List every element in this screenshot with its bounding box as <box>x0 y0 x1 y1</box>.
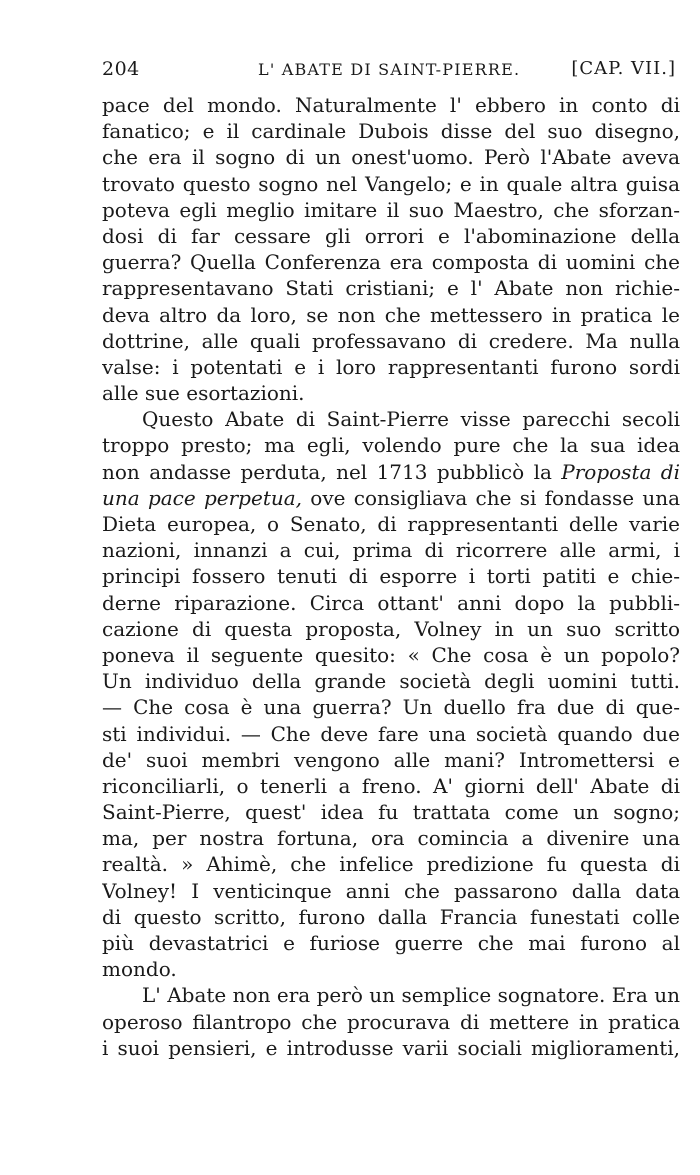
page-number: 204 <box>102 58 140 80</box>
text-line: guerra? Quella Conferenza era composta di uomini che <box>102 250 680 275</box>
text-line: alle sue esortazioni. <box>102 381 305 406</box>
text-line: operoso filantropo che procurava di mettere in pratica <box>102 1009 680 1034</box>
text-fragment: ove consigliava che si fondasse una <box>310 485 680 510</box>
text-line-with-title <box>102 459 680 485</box>
text-line: poteva egli meglio imitare il suo Maestro, che sforzan- <box>102 197 680 222</box>
text-line: dosi di far cessare gli orrori e l'abominazione della <box>102 223 680 248</box>
text-line: ma, per nostra fortuna, ora comincia a divenire una <box>102 826 680 851</box>
text-line: pace del mondo. Naturalmente l' ebbero in conto di <box>102 93 680 117</box>
running-head <box>102 58 680 90</box>
paragraph-start: Questo Abate di Saint-Pierre visse parecchi secoli <box>142 407 680 432</box>
paragraph-start: L' Abate non era però un semplice sognatore. Era un <box>142 983 680 1008</box>
book-title-italic: una pace perpetua, <box>102 485 303 510</box>
text-line-with-title <box>102 485 680 511</box>
text-line: derne riparazione. Circa ottant' anni dopo la pubbli- <box>102 590 680 615</box>
book-title-italic: Proposta di <box>561 459 680 484</box>
text-line: nazioni, innanzi a cui, prima di ricorrere alle armi, i <box>102 538 680 563</box>
text-line: mondo. <box>102 957 177 982</box>
text-line: dottrine, alle quali professavano di credere. Ma nulla <box>102 328 680 353</box>
text-line: che era il sogno di un onest'uomo. Però l'Abate aveva <box>102 145 680 170</box>
text-line: Volney! I venticinque anni che passarono dalla data <box>102 878 680 903</box>
text-line: i suoi pensieri, e introdusse varii sociali miglioramenti, <box>102 1035 680 1060</box>
text-line: de' suoi membri vengono alle mani? Intromettersi e <box>102 747 680 772</box>
body-text <box>102 92 680 1061</box>
text-line: Dieta europea, o Senato, di rappresentanti delle varie <box>102 512 680 536</box>
text-line: deva altro da loro, se non che mettessero in pratica le <box>102 302 680 327</box>
text-line: rappresentavano Stati cristiani; e l' Abate non richie- <box>102 276 680 301</box>
text-line: di questo scritto, furono dalla Francia funestati colle <box>102 904 680 929</box>
text-line: troppo presto; ma egli, volendo pure che la sua idea <box>102 433 680 458</box>
text-line: riconciliarli, o tenerli a freno. A' giorni dell' Abate di <box>102 773 680 798</box>
text-line: principi fossero tenuti di esporre i torti patiti e chie- <box>102 564 680 589</box>
chapter-label: [CAP. VII.] <box>571 58 676 79</box>
text-line: — Che cosa è una guerra? Un duello fra due di que- <box>102 695 680 720</box>
text-line: fanatico; e il cardinale Dubois disse del suo disegno, <box>102 119 680 144</box>
text-line: Un individuo della grande società degli uomini tutti. <box>102 669 680 694</box>
text-line: valse: i potentati e i loro rappresentanti furono sordi <box>102 354 680 379</box>
text-line: Saint-Pierre, quest' idea fu trattata come un sogno; <box>102 800 680 825</box>
text-line: più devastatrici e furiose guerre che mai furono al <box>102 931 680 955</box>
text-line: sti individui. — Che deve fare una società quando due <box>102 721 680 746</box>
text-line: poneva il seguente quesito: « Che cosa è un popolo? <box>102 642 680 667</box>
running-title: L' ABATE DI SAINT-PIERRE. <box>258 60 521 79</box>
text-line: cazione di questa proposta, Volney in un suo scritto <box>102 616 680 641</box>
text-line: realtà. » Ahimè, che infelice predizione fu questa di <box>102 852 680 877</box>
text-line: trovato questo sogno nel Vangelo; e in quale altra guisa <box>102 171 680 196</box>
text-fragment: non andasse perduta, nel 1713 pubblicò la <box>102 459 552 484</box>
